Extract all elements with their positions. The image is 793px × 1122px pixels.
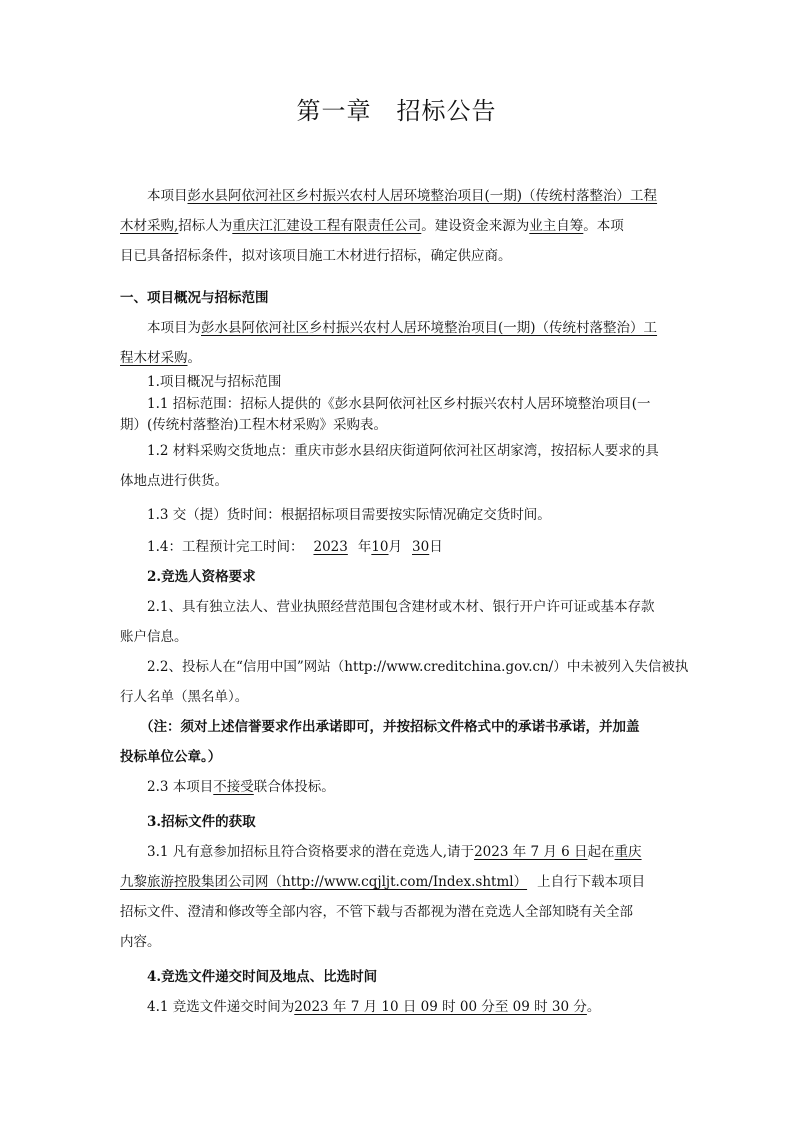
consortium-not-accepted: 不接受: [213, 779, 254, 795]
intro-text: 本项目: [147, 188, 188, 204]
item-text: 上自行下载本项目: [537, 874, 646, 890]
fund-source: 业主自筹: [529, 218, 584, 234]
intro-text: 招标人为: [178, 218, 233, 234]
item-3-1-cont: [120, 867, 680, 897]
submission-time: 2023 年 7 月 10 日 09 时 00 分至 09 时 30 分: [294, 999, 587, 1015]
download-site-url: 九黎旅游控股集团公司网（http://www.cqjljt.com/Index.shtml）: [120, 874, 528, 890]
section-1-sub: [120, 371, 680, 436]
project-name-cont: 程木材采购: [120, 350, 188, 366]
completion-label: 1.4：工程预计完工时间：: [147, 539, 304, 555]
project-name-cont: 木材采购,: [120, 218, 179, 234]
item-text: 联合体投标。: [253, 779, 335, 795]
para-text: 本项目为: [147, 320, 201, 336]
item-1-1-cont: 期）(传统村落整治)工程木材采购》采购表。: [120, 417, 388, 433]
item-1-3: 1.3 交（提）货时间：根据招标项目需要按实际情况确定交货时间。: [147, 507, 551, 523]
subsection-1-heading: 1.项目概况与招标范围: [147, 374, 282, 390]
section-3: [120, 807, 680, 957]
page-title: 第一章 招标公告: [296, 97, 497, 125]
month-unit: 月: [388, 539, 403, 555]
item-3-1-cont3: 内容。: [120, 934, 161, 950]
item-text: 3.1 凡有意参加招标且符合资格要求的潜在竞选人,请于: [147, 844, 475, 860]
download-site: 重庆: [614, 844, 642, 860]
para-text: 。: [187, 350, 201, 366]
year-unit: 年: [357, 539, 372, 555]
completion-month: 10: [371, 539, 389, 555]
item-4-1: [120, 992, 680, 1022]
section-3-heading: 3.招标文件的获取: [147, 814, 256, 830]
section-2-heading: 2.竞选人资格要求: [147, 569, 256, 585]
item-text: 4.1 竞选文件递交时间为: [147, 999, 295, 1015]
section-1-items: [120, 436, 680, 496]
item-text: 。: [586, 999, 601, 1015]
intro-line-2: [120, 211, 680, 241]
qualification-note: （注：须对上述信誉要求作出承诺即可，并按招标文件格式中的承诺书承诺，并加盖: [140, 719, 640, 735]
project-name: 彭水县阿依河社区乡村振兴农村人居环境整治项目(一期)（传统村落整治）工程: [187, 188, 658, 204]
section-1-heading: 一、项目概况与招标范围: [120, 290, 269, 306]
item-2-2: 2.2、投标人在“信用中国”网站（http://www.creditchina.gov.cn/）中未被列入失信被执: [147, 659, 689, 675]
section-1-para-cont: [120, 343, 680, 373]
item-1-1: 1.1 招标范围：招标人提供的《彭水县阿依河社区乡村振兴农村人居环境整治项目(一: [147, 396, 651, 412]
item-1-2-cont: 体地点进行供货。: [120, 473, 228, 489]
qualification-note-cont: 投标单位公章。）: [120, 749, 222, 765]
item-1-4: [120, 532, 680, 562]
download-start-date: 2023 年 7 月 6 日: [474, 844, 588, 860]
intro-text: 。建设资金来源为: [421, 218, 530, 234]
section-4: [120, 962, 680, 1022]
section-2: [120, 562, 689, 802]
item-2-3: [120, 772, 680, 802]
item-text: 起在: [587, 844, 615, 860]
intro-line-3: 目已具备招标条件，拟对该项目施工木材进行招标，确定供应商。: [120, 248, 512, 264]
item-1-2: 1.2 材料采购交货地点：重庆市彭水县绍庆街道阿依河社区胡家湾，按招标人要求的具: [147, 443, 659, 459]
section-1-para: [120, 313, 680, 343]
item-1-3-wrap: [120, 500, 680, 530]
section-1: [120, 283, 680, 373]
tenderer-name: 重庆江汇建设工程有限责任公司: [232, 218, 422, 234]
item-2-2-cont: 行人名单（黑名单）。: [120, 689, 249, 705]
intro-paragraph: [120, 181, 680, 271]
intro-text: 。本项: [583, 218, 624, 234]
item-2-1-cont: 账户信息。: [120, 629, 188, 645]
item-3-1-cont2: 招标文件、澄清和修改等全部内容，不管下载与否都视为潜在竞选人全部知晓有关全部: [120, 904, 633, 920]
item-2-1: 2.1、具有独立法人、营业执照经营范围包含建材或木材、银行开户许可证或基本存款: [147, 599, 655, 615]
day-unit: 日: [429, 539, 443, 555]
intro-line-1: [120, 181, 680, 211]
item-1-4-wrap: [120, 532, 680, 562]
completion-day: 30: [412, 539, 430, 555]
section-4-heading: 4.竞选文件递交时间及地点、比选时间: [147, 969, 378, 985]
completion-year: 2023: [313, 539, 348, 555]
project-name: 彭水县阿依河社区乡村振兴农村人居环境整治项目(一期)（传统村落整治）工: [201, 320, 658, 336]
item-3-1: [120, 837, 680, 867]
item-text: 2.3 本项目: [147, 779, 214, 795]
